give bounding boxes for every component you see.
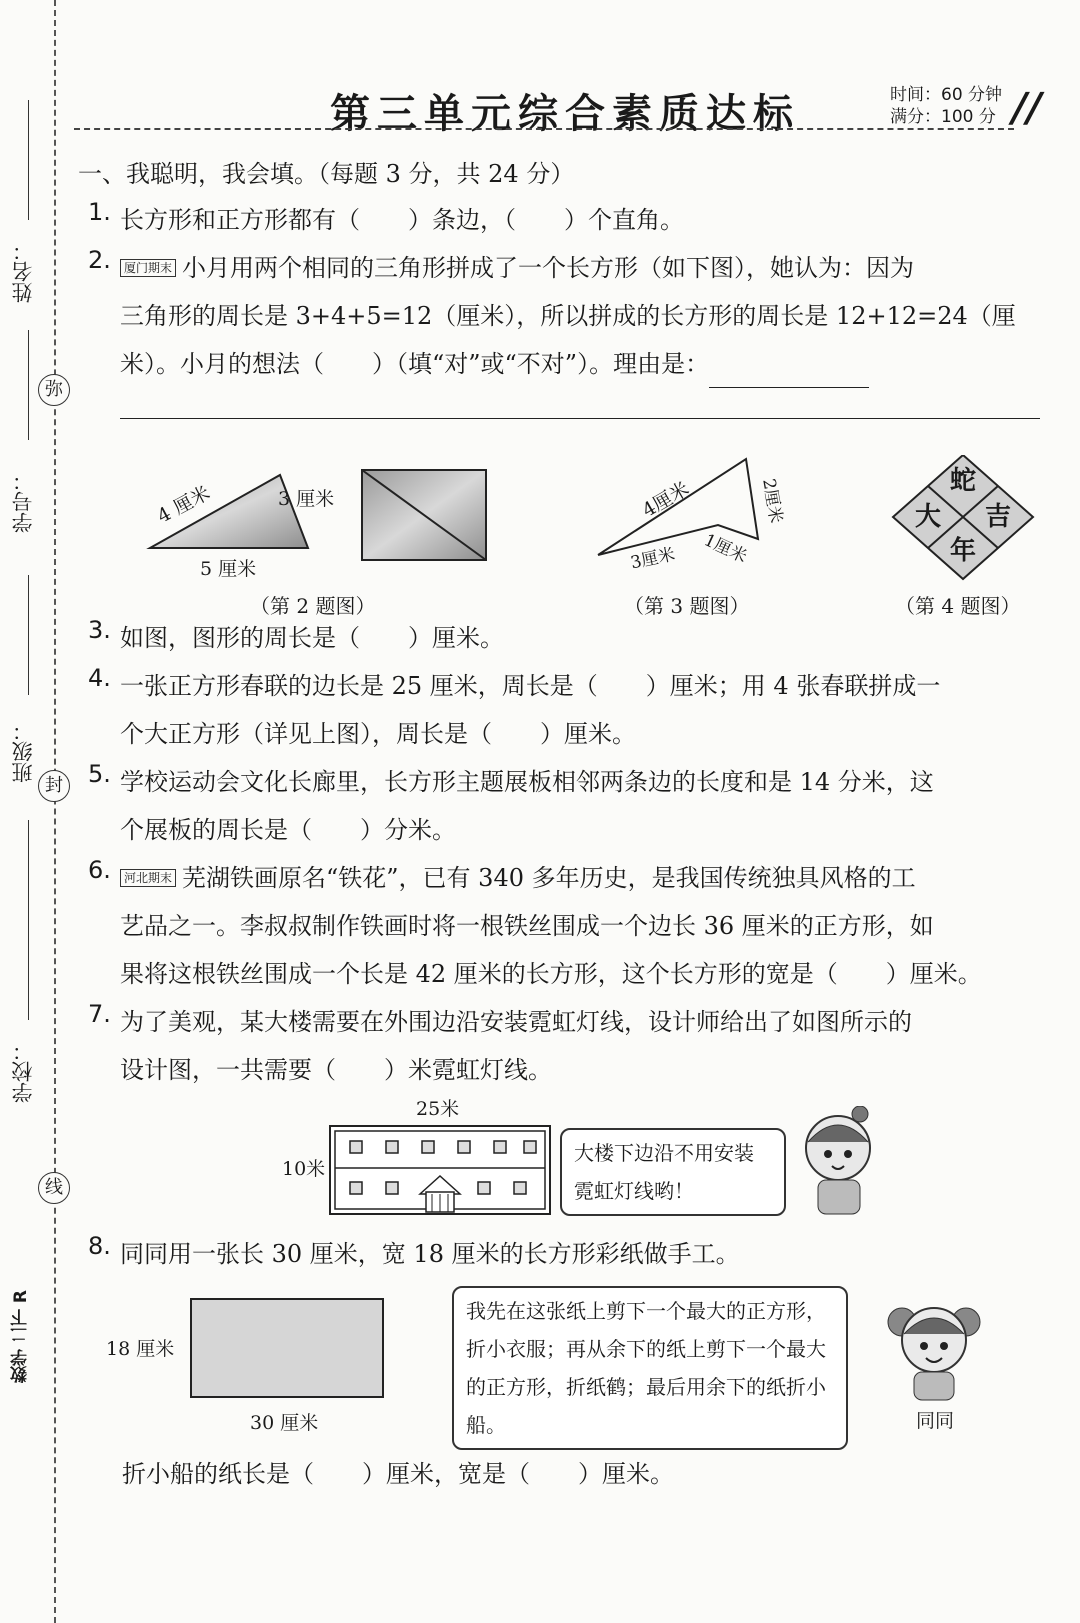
girl-name-label: 同同 — [916, 1410, 955, 1432]
binding-strip — [0, 0, 70, 1623]
fig4-char-2: 大 — [915, 502, 942, 532]
exam-meta — [890, 84, 1002, 128]
q6-number: 6. — [88, 856, 111, 884]
q3-number: 3. — [88, 616, 111, 644]
q2-reason-blank[interactable] — [709, 363, 869, 388]
q6-line1-text: 芜湖铁画原名“铁花”，已有 340 多年历史，是我国传统独具风格的工 — [182, 864, 916, 892]
q2-number: 2. — [88, 246, 111, 274]
q2-line3 — [120, 340, 869, 388]
building-hint-bubble: 大楼下边沿不用安装霓虹灯线哟！ — [560, 1128, 786, 1216]
fig2-side-b: 3 厘米 — [278, 488, 335, 510]
q4-line2: 个大正方形（详见上图），周长是（ ）厘米。 — [120, 720, 636, 748]
q8-answer-line: 折小船的纸长是（ ）厘米，宽是（ ）厘米。 — [122, 1460, 674, 1488]
q6-line2: 艺品之一。李叔叔制作铁画时将一根铁丝围成一个边长 36 厘米的正方形，如 — [120, 912, 934, 940]
building-drawing — [328, 1124, 552, 1216]
fig4-caption: （第 4 题图） — [895, 594, 1021, 618]
full-score: 满分：100 分 — [890, 107, 996, 127]
class-line — [28, 575, 29, 695]
q2-line1 — [120, 244, 914, 292]
q7-line2: 设计图，一共需要（ ）米霓虹灯线。 — [120, 1056, 552, 1084]
fig3-side-3: 3厘米 — [628, 544, 677, 574]
header-slashes: // — [1007, 84, 1047, 131]
q2-source-tag: 厦门期末 — [120, 259, 176, 277]
girl-avatar-2 — [884, 1294, 984, 1404]
fig3-side-1: 4厘米 — [638, 477, 693, 522]
q5-line2: 个展板的周长是（ ）分米。 — [120, 816, 456, 844]
seal-xian: 线 — [38, 1172, 70, 1204]
name-line — [28, 100, 29, 220]
q1-text: 长方形和正方形都有（ ）条边，（ ）个直角。 — [120, 206, 684, 234]
paper-rectangle — [190, 1298, 384, 1398]
grade-mark: 数学 二下 R — [11, 1290, 31, 1383]
q5-number: 5. — [88, 760, 111, 788]
q1-number: 1. — [88, 198, 111, 226]
fig4-char-3: 吉 — [985, 502, 1012, 532]
name-label: 姓名： — [11, 240, 35, 303]
q2-line3-text: 米）。小月的想法（ ）（填“对”或“不对”）。理由是： — [120, 350, 710, 378]
paper-width-label: 18 厘米 — [106, 1338, 175, 1360]
fig2-side-a: 4 厘米 — [153, 481, 214, 528]
fig4-char-4: 年 — [950, 536, 977, 566]
q5-line1: 学校运动会文化长廊里，长方形主题展板相邻两条边的长度和是 14 分米，这 — [120, 768, 934, 796]
paper-length-label: 30 厘米 — [250, 1412, 319, 1434]
figures-row — [140, 455, 1050, 595]
seal-mi: 弥 — [38, 374, 70, 406]
fig3-side-2: 2厘米 — [758, 477, 786, 525]
section-heading: 一、我聪明，我会填。（每题 3 分，共 24 分） — [78, 160, 575, 188]
school-line — [28, 820, 29, 1020]
school-label: 学校： — [11, 1040, 35, 1103]
q6-source-tag: 河北期末 — [120, 869, 176, 887]
fig3-side-4: 1厘米 — [700, 530, 750, 568]
time-limit: 时间：60 分钟 — [890, 85, 1003, 105]
q2-line2: 三角形的周长是 3+4+5=12（厘米），所以拼成的长方形的周长是 12+12=24（厘 — [120, 302, 1016, 330]
q2-reason-line[interactable] — [120, 418, 1040, 419]
id-line — [28, 330, 29, 440]
paper-hint-bubble: 我先在这张纸上剪下一个最大的正方形，折小衣服；再从余下的纸上剪下一个最大的正方形，折纸鹤；最后用余下的纸折小船。 — [452, 1286, 848, 1450]
q7-line1: 为了美观，某大楼需要在外围边沿安装霓虹灯线，设计师给出了如图所示的 — [120, 1008, 912, 1036]
girl-avatar-1 — [794, 1106, 884, 1216]
seal-feng: 封 — [38, 770, 70, 802]
header-divider — [74, 128, 1014, 130]
q8-number: 8. — [88, 1232, 111, 1260]
binding-dashed-line — [54, 0, 56, 1623]
q8-text: 同同用一张长 30 厘米，宽 18 厘米的长方形彩纸做手工。 — [120, 1240, 740, 1268]
q4-number: 4. — [88, 664, 111, 692]
class-label: 班级： — [11, 720, 35, 783]
q3-text: 如图，图形的周长是（ ）厘米。 — [120, 624, 504, 652]
q6-line1 — [120, 854, 916, 902]
page-title: 第三单元综合素质达标 — [330, 90, 800, 137]
fig2-side-c: 5 厘米 — [200, 558, 257, 580]
q2-line1-text: 小月用两个相同的三角形拼成了一个长方形（如下图），她认为：因为 — [182, 254, 915, 282]
id-label: 学号： — [11, 470, 35, 533]
q6-line3: 果将这根铁丝围成一个长是 42 厘米的长方形，这个长方形的宽是（ ）厘米。 — [120, 960, 982, 988]
fig2-caption: （第 2 题图） — [250, 594, 376, 618]
q7-number: 7. — [88, 1000, 111, 1028]
q4-line1: 一张正方形春联的边长是 25 厘米，周长是（ ）厘米；用 4 张春联拼成一 — [120, 672, 941, 700]
building-height-label: 10米 — [282, 1158, 326, 1180]
fig3-caption: （第 3 题图） — [624, 594, 750, 618]
building-width-label: 25米 — [416, 1098, 460, 1120]
fig4-char-1: 蛇 — [950, 466, 977, 496]
